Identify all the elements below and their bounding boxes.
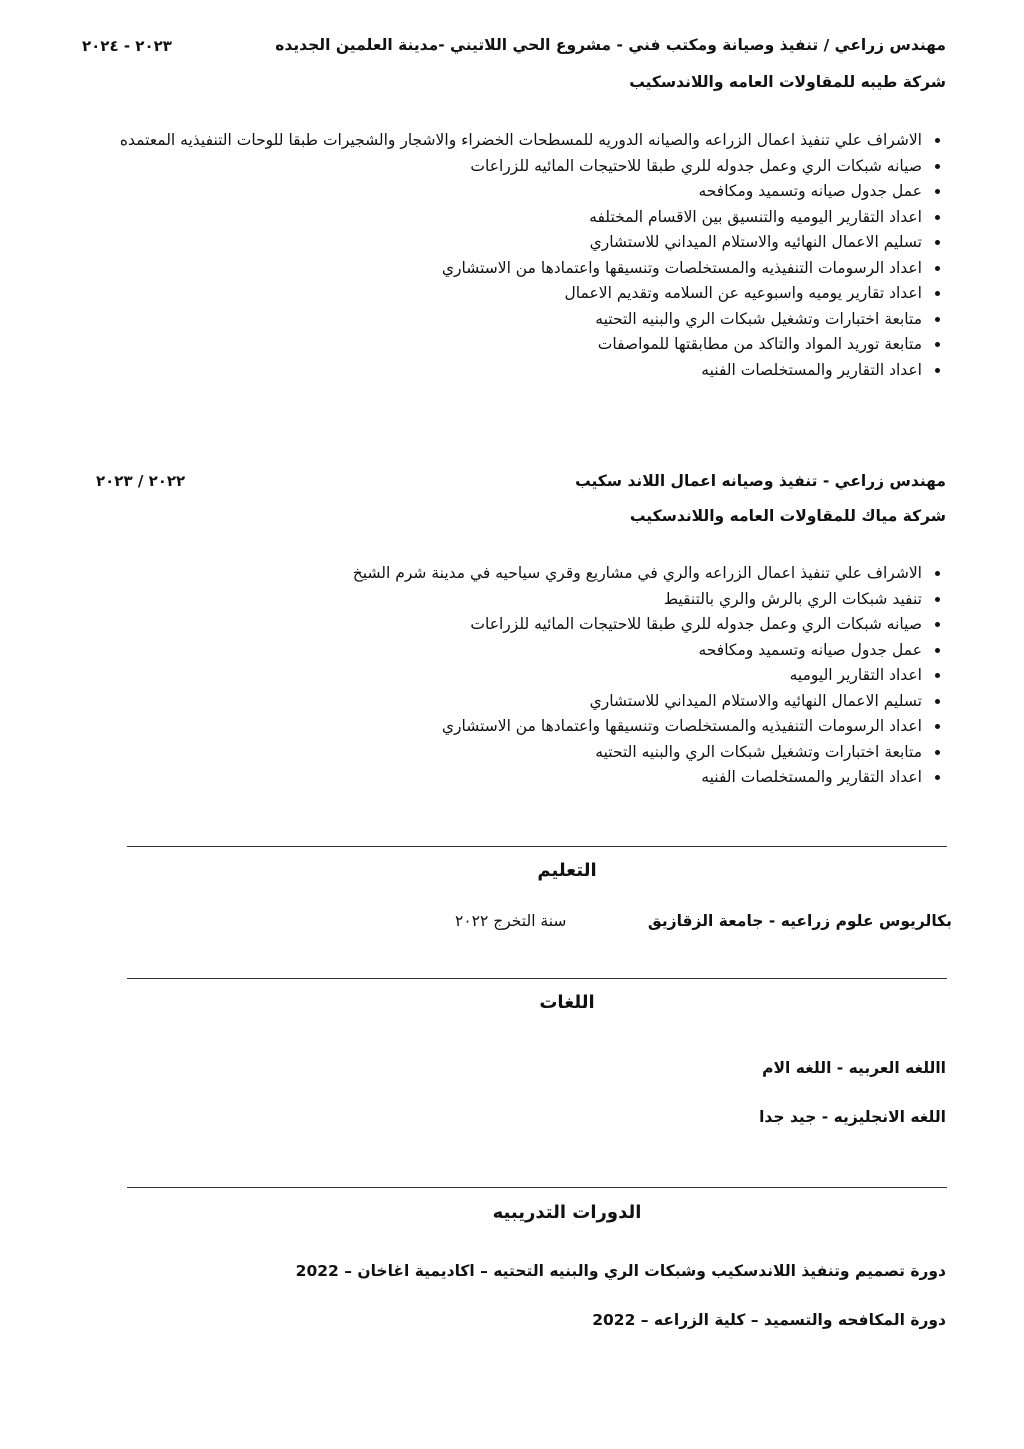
list-item: • متابعة اختبارات وتشغيل شبكات الري والبنيه التحتيه (94, 740, 924, 766)
language-item: االلغه العربيه - اللغه الام (762, 1059, 946, 1077)
job-title: مهندس زراعي / تنفيذ وصيانة ومكتب فني - مشروع الحي اللاتيني -مدينة العلمين الجديده (275, 36, 946, 54)
list-item: • تنفيد شبكات الري بالرش والري بالتنقيط (94, 587, 924, 613)
job-dates: ٢٠٢٢ / ٢٠٢٣ (96, 472, 186, 490)
section-divider (127, 1187, 947, 1188)
list-item: • اعداد تقارير يوميه واسبوعيه عن السلامه وتقديم الاعمال (94, 281, 924, 307)
list-item: • تسليم الاعمال النهائيه والاستلام الميداني للاستشاري (94, 689, 924, 715)
list-item: • اعداد التقارير والمستخلصات الفنيه (94, 765, 924, 791)
list-item: • عمل جدول صيانه وتسميد ومكافحه (94, 638, 924, 664)
languages-heading: اللغات (539, 992, 595, 1013)
course-item: دورة تصميم وتنفيذ اللاندسكيب وشبكات الري والبنيه التحتيه – اكاديمية اغاخان – 2022 (295, 1262, 946, 1280)
education-heading: التعليم (537, 860, 597, 881)
company-name: شركة طيبه للمقاولات العامه واللاندسكيب (629, 73, 946, 91)
duties-list (94, 128, 946, 383)
list-item: • اعداد التقارير والمستخلصات الفنيه (94, 358, 924, 384)
list-item: • الاشراف علي تنفيذ اعمال الزراعه والري في مشاريع وقري سياحيه في مدينة شرم الشيخ (94, 561, 924, 587)
list-item: • اعداد التقارير اليوميه والتنسيق بين الاقسام المختلفه (94, 205, 924, 231)
list-item: • صيانه شبكات الري وعمل جدوله للري طبقا للاحتيجات المائيه للزراعات (94, 612, 924, 638)
list-item: • اعداد التقارير اليوميه (94, 663, 924, 689)
list-item: • عمل جدول صيانه وتسميد ومكافحه (94, 179, 924, 205)
section-divider (127, 846, 947, 847)
course-item: دورة المكافحه والتسميد – كلية الزراعه – 2022 (592, 1311, 946, 1329)
job-title: مهندس زراعي - تنفيذ وصيانه اعمال اللاند سكيب (575, 472, 946, 490)
graduation-year: سنة التخرج ٢٠٢٢ (455, 912, 567, 930)
section-divider (127, 978, 947, 979)
courses-heading: الدورات التدريبيه (492, 1202, 642, 1223)
list-item: • اعداد الرسومات التنفيذيه والمستخلصات وتنسيقها واعتمادها من الاستشاري (94, 714, 924, 740)
list-item: • تسليم الاعمال النهائيه والاستلام الميداني للاستشاري (94, 230, 924, 256)
duties-list (94, 561, 946, 791)
list-item: • الاشراف علي تنفيذ اعمال الزراعه والصيانه الدوريه للمسطحات الخضراء والاشجار والشجيرات طبقا للوحات التنفيذيه المعتمده (94, 128, 924, 154)
list-item: • متابعة توريد المواد والتاكد من مطابقتها للمواصفات (94, 332, 924, 358)
list-item: • صيانه شبكات الري وعمل جدوله للري طبقا للاحتيجات المائيه للزراعات (94, 154, 924, 180)
language-item: اللغه الانجليزيه - جيد جدا (759, 1108, 946, 1126)
list-item: • متابعة اختبارات وتشغيل شبكات الري والبنيه التحتيه (94, 307, 924, 333)
list-item: • اعداد الرسومات التنفيذيه والمستخلصات وتنسيقها واعتمادها من الاستشاري (94, 256, 924, 282)
degree: بكالريوس علوم زراعيه - جامعة الزقازيق (647, 912, 952, 930)
company-name: شركة مياك للمقاولات العامه واللاندسكيب (629, 507, 946, 525)
job-dates: ٢٠٢٣ - ٢٠٢٤ (82, 37, 172, 55)
